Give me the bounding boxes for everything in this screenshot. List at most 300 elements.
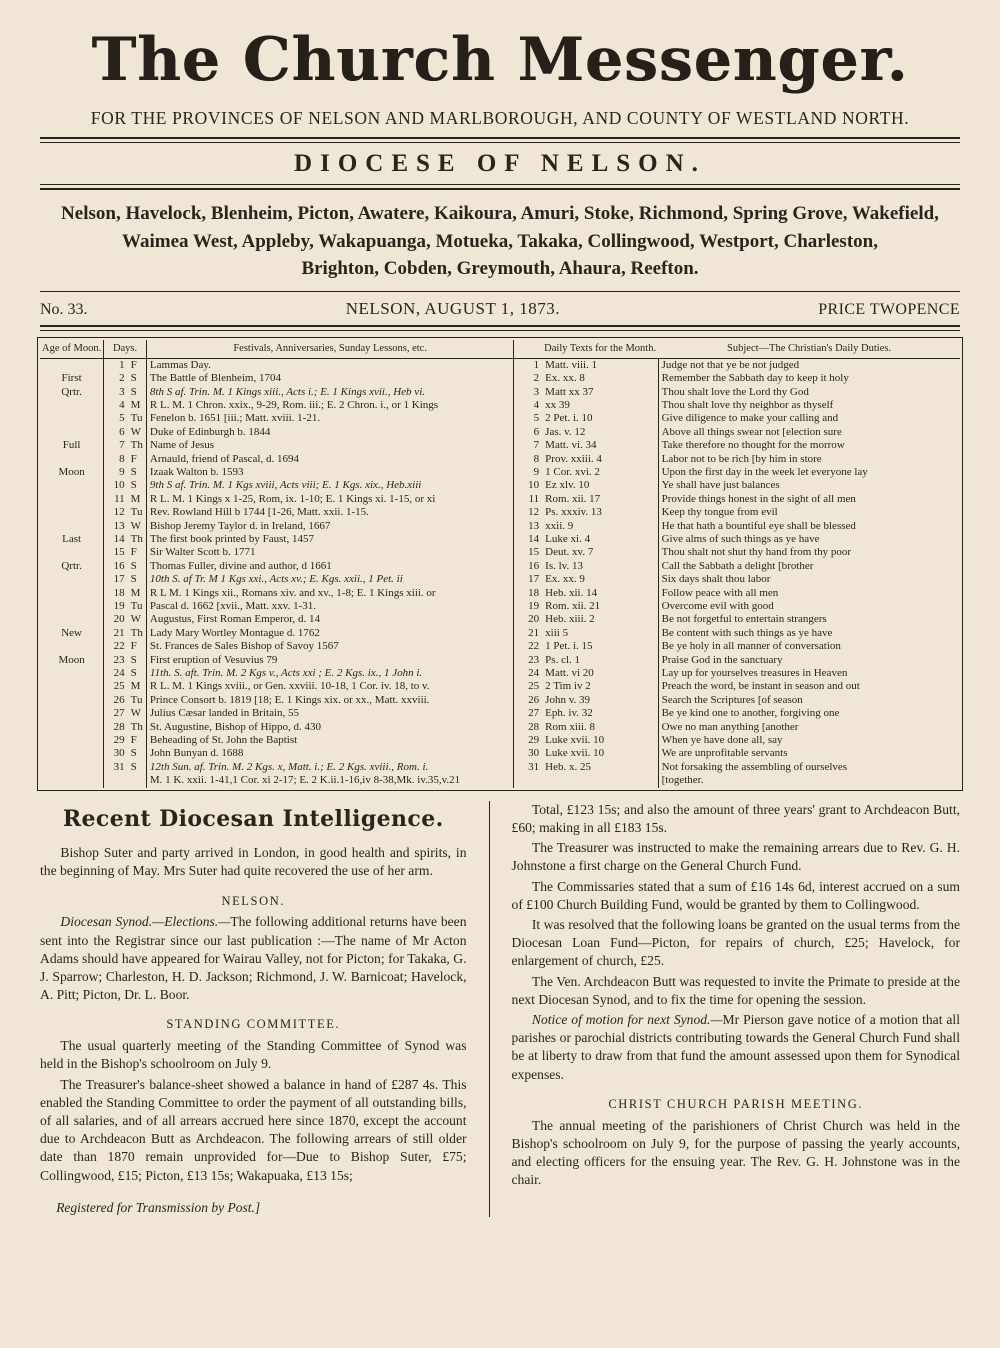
article-column-left: [40, 801, 490, 1217]
festival-cell: Pascal d. 1662 [xvii., Matt. xxv. 1-31.: [146, 600, 513, 613]
daily-text-cell: Rom xiii. 8: [542, 721, 658, 734]
festival-cell: Beheading of St. John the Baptist: [146, 734, 513, 747]
moon-phase-cell: [40, 479, 104, 492]
text-day-number-cell: 28: [528, 720, 540, 733]
moon-phase-cell: [40, 546, 104, 559]
table-row: [40, 573, 960, 586]
day-letter-cell: S: [128, 372, 147, 385]
day-number-cell: 13: [113, 519, 125, 532]
day-letter-cell: F: [128, 640, 147, 653]
text-day-number-cell: 16: [528, 559, 540, 572]
daily-duty-cell: Be ye holy in all manner of conversation: [661, 640, 841, 653]
festival-cell: Name of Jesus: [146, 439, 513, 452]
moon-phase-cell: [40, 707, 104, 720]
moon-phase-cell: [40, 493, 104, 506]
daily-duty-cell: Search the Scriptures [of season: [661, 693, 803, 706]
day-letter-cell: M: [128, 493, 147, 506]
daily-duty-cell: Give alms of such things as ye have: [661, 532, 820, 545]
festival-cell: Prince Consort b. 1819 [18; E. 1 Kings xix. or xx., Matt. xxviii.: [146, 694, 513, 707]
header-festivals: Festivals, Anniversaries, Sunday Lessons, etc.: [146, 340, 513, 359]
daily-text-cell: Ps. xxxiv. 13: [542, 506, 658, 519]
moon-phase-cell: Qrtr.: [40, 560, 104, 573]
day-letter-cell: W: [128, 613, 147, 626]
table-row: [40, 734, 960, 747]
daily-duty-cell: Praise God in the sanctuary: [661, 653, 783, 666]
festival-cell: R L. M. 1 Kings x 1-25, Rom, ix. 1-10; E. 1 Kings xi. 1-15, or xi: [146, 493, 513, 506]
header-daynum-right: [514, 340, 542, 359]
day-letter-cell: S: [128, 560, 147, 573]
table-row: [40, 613, 960, 626]
festival-cell: St. Augustine, Bishop of Hippo, d. 430: [146, 721, 513, 734]
day-number-cell: 19: [113, 600, 125, 613]
daily-duty-cell: Thou shalt love the Lord thy God: [661, 385, 809, 398]
issue-line: [40, 292, 960, 325]
daily-text-cell: Heb. xiii. 2: [542, 613, 658, 626]
daily-duty-cell: He that hath a bountiful eye shall be blessed: [661, 519, 856, 532]
text-day-number-cell: 10: [528, 479, 540, 492]
day-letter-cell: S: [128, 466, 147, 479]
moon-phase-cell: Moon: [40, 466, 104, 479]
daily-duty-cell: Keep thy tongue from evil: [661, 506, 778, 519]
festival-cell: M. 1 K. xxii. 1-41,1 Cor. xi 2-17; E. 2 K.ii.1-16,iv 8-38,Mk. iv.35,v.21: [146, 774, 513, 787]
festival-cell: Augustus, First Roman Emperor, d. 14: [146, 613, 513, 626]
text-day-number-cell: 11: [528, 492, 540, 505]
text-day-number-cell: 22: [528, 640, 540, 653]
table-row: [40, 506, 960, 519]
paragraph-synod-elections: [40, 913, 467, 1004]
table-row: [40, 707, 960, 720]
day-number-cell: 16: [113, 559, 125, 572]
text-day-number-cell: 26: [528, 693, 540, 706]
daily-duty-cell: Remember the Sabbath day to keep it holy: [661, 372, 849, 385]
daily-text-cell: Ez xlv. 10: [542, 479, 658, 492]
daily-duty-cell: Thou shalt not shut thy hand from thy poor: [661, 546, 852, 559]
text-day-number-cell: 12: [528, 506, 540, 519]
day-number-cell: 28: [113, 720, 125, 733]
day-letter-cell: Th: [128, 533, 147, 546]
daily-text-cell: Luke xvii. 10: [542, 747, 658, 760]
day-number-cell: 14: [113, 532, 125, 545]
towns-line-1: Nelson, Havelock, Blenheim, Picton, Awatere, Kaikoura, Amuri, Stoke, Richmond, Spring Grove, Wakefield,: [61, 203, 939, 224]
daily-text-cell: Ps. cl. 1: [542, 654, 658, 667]
moon-phase-cell: [40, 667, 104, 680]
moon-phase-cell: [40, 399, 104, 412]
daily-text-cell: Is. lv. 13: [542, 560, 658, 573]
table-row: [40, 546, 960, 559]
daily-text-cell: Ex. xx. 9: [542, 573, 658, 586]
table-row: [40, 520, 960, 533]
price-label: PRICE TWOPENCE: [818, 300, 960, 318]
text-day-number-cell: 25: [528, 680, 540, 693]
daily-text-cell: Prov. xxiii. 4: [542, 453, 658, 466]
text-day-number-cell: 29: [528, 734, 540, 747]
daily-duty-cell: Give diligence to make your calling and: [661, 412, 839, 425]
moon-phase-cell: [40, 721, 104, 734]
table-row: [40, 600, 960, 613]
festival-cell: Duke of Edinburgh b. 1844: [146, 426, 513, 439]
day-letter-cell: F: [128, 734, 147, 747]
text-day-number-cell: 2: [533, 372, 540, 385]
daily-text-cell: xx 39: [542, 399, 658, 412]
daily-text-cell: [542, 774, 658, 787]
calendar-table: [40, 340, 960, 788]
text-day-number-cell: 3: [533, 385, 540, 398]
day-number-cell: 2: [119, 372, 125, 385]
header-daily-texts: Daily Texts for the Month.: [542, 340, 658, 359]
moon-phase-cell: Moon: [40, 654, 104, 667]
paragraph-archdeacon-invite: The Ven. Archdeacon Butt was requested to invite the Primate to preside at the next Diocesan Synod, and to fix the time for opening the session.: [511, 973, 960, 1007]
text-day-number-cell: 31: [528, 760, 540, 773]
table-row: [40, 358, 960, 372]
text-day-number-cell: 14: [528, 532, 540, 545]
day-letter-cell: Tu: [128, 694, 147, 707]
daily-duty-cell: Owe no man anything [another: [661, 720, 799, 733]
day-letter-cell: [128, 774, 147, 787]
day-letter-cell: S: [128, 654, 147, 667]
festival-cell: 9th S af. Trin. M. 1 Kgs xviii, Acts viii; E. 1 Kgs. xix., Heb.xiii: [146, 479, 513, 492]
day-letter-cell: M: [128, 680, 147, 693]
day-number-cell: 11: [114, 492, 125, 505]
day-letter-cell: Th: [128, 627, 147, 640]
divider-rule-2: [40, 184, 960, 190]
calendar-body: [40, 358, 960, 788]
daily-text-cell: Heb. x. 25: [542, 761, 658, 774]
paragraph-treasurer-arrears: The Treasurer was instructed to make the remaining arrears due to Rev. G. H. Johnstone a first charge on the General Church Fund.: [511, 840, 960, 874]
daily-text-cell: Rom. xii. 21: [542, 600, 658, 613]
divider-rule-4: [40, 325, 960, 331]
festival-cell: Fenelon b. 1651 [iii.; Matt. xviii. 1-21.: [146, 412, 513, 425]
table-row: [40, 386, 960, 399]
day-number-cell: 9: [119, 465, 125, 478]
day-number-cell: 24: [113, 667, 125, 680]
festival-cell: Bishop Jeremy Taylor d. in Ireland, 1667: [146, 520, 513, 533]
day-letter-cell: Tu: [128, 600, 147, 613]
festival-cell: R L M. 1 Kings xii., Romans xiv. and xv., 1-8; E. 1 Kings xiii. or: [146, 587, 513, 600]
day-number-cell: 1: [119, 358, 125, 371]
masthead: [0, 0, 1000, 331]
table-row: [40, 426, 960, 439]
moon-phase-cell: [40, 761, 104, 774]
day-number-cell: 21: [113, 626, 125, 639]
day-number-cell: 22: [113, 640, 125, 653]
day-letter-cell: F: [128, 358, 147, 372]
moon-phase-cell: Last: [40, 533, 104, 546]
moon-phase-cell: New: [40, 627, 104, 640]
daily-text-cell: 1 Pet. i. 15: [542, 640, 658, 653]
text-day-number-cell: 1: [533, 358, 540, 371]
day-number-cell: 25: [113, 680, 125, 693]
moon-phase-cell: [40, 520, 104, 533]
day-number-cell: 12: [113, 506, 125, 519]
moon-phase-cell: [40, 680, 104, 693]
table-row: [40, 372, 960, 385]
moon-phase-cell: [40, 640, 104, 653]
day-letter-cell: F: [128, 546, 147, 559]
day-number-cell: 17: [113, 573, 125, 586]
table-row: [40, 654, 960, 667]
festival-cell: Arnauld, friend of Pascal, d. 1694: [146, 453, 513, 466]
daily-text-cell: Eph. iv. 32: [542, 707, 658, 720]
festival-cell: The first book printed by Faust, 1457: [146, 533, 513, 546]
day-letter-cell: F: [128, 453, 147, 466]
text-day-number-cell: 21: [528, 626, 540, 639]
moon-phase-cell: [40, 412, 104, 425]
table-row: [40, 680, 960, 693]
daily-text-cell: Jas. v. 12: [542, 426, 658, 439]
table-row: [40, 412, 960, 425]
day-letter-cell: S: [128, 747, 147, 760]
daily-duty-cell: Be not forgetful to entertain strangers: [661, 613, 827, 626]
text-day-number-cell: 4: [533, 398, 540, 411]
paragraph-notice-of-motion-body: Mr Pierson gave notice of a motion that all parishes or parochial districts contributing towards the General Church Fund shall be at liberty to draw from that fund the amount assessed upon them for Synodical expenses.: [511, 1011, 960, 1082]
moon-phase-cell: Full: [40, 439, 104, 452]
festival-cell: 8th S af. Trin. M. 1 Kings xiii., Acts i.; E. 1 Kings xvii., Heb vi.: [146, 386, 513, 399]
daily-text-cell: xiii 5: [542, 627, 658, 640]
text-day-number-cell: 6: [533, 425, 540, 438]
paragraph-total-grant: Total, £123 15s; and also the amount of three years' grant to Archdeacon Butt, £60; making in all £183 15s.: [511, 801, 960, 835]
lead-in-notice-of-motion: Notice of motion for next Synod.—: [531, 1011, 723, 1027]
day-number-cell: 6: [119, 425, 125, 438]
day-letter-cell: Tu: [128, 412, 147, 425]
table-row: [40, 721, 960, 734]
lead-in-synod-elections: Diocesan Synod.—Elections.—: [60, 914, 231, 930]
day-number-cell: 31: [113, 760, 125, 773]
moon-phase-cell: [40, 747, 104, 760]
day-number-cell: 27: [113, 707, 125, 720]
daily-text-cell: 2 Pet. i. 10: [542, 412, 658, 425]
text-day-number-cell: 13: [528, 519, 540, 532]
daily-duty-cell: Upon the first day in the week let everyone lay: [661, 465, 868, 478]
header-duties: Subject—The Christian's Daily Duties.: [658, 340, 960, 359]
table-row: [40, 560, 960, 573]
text-day-number-cell: 19: [528, 600, 540, 613]
place-date: NELSON, AUGUST 1, 1873.: [345, 298, 561, 318]
festival-cell: Lammas Day.: [146, 358, 513, 372]
day-number-cell: 15: [113, 546, 125, 559]
text-day-number-cell: 18: [528, 586, 540, 599]
table-row: [40, 439, 960, 452]
daily-duty-cell: We are unprofitable servants: [661, 747, 788, 760]
day-number-cell: 5: [119, 412, 125, 425]
daily-duty-cell: When ye have done all, say: [661, 734, 783, 747]
moon-phase-cell: [40, 506, 104, 519]
festival-cell: 11th. S. aft. Trin. M. 2 Kgs v., Acts xxi ; E. 2 Kgs. ix., 1 John i.: [146, 667, 513, 680]
daily-duty-cell: Be ye kind one to another, forgiving one: [661, 707, 840, 720]
daily-duty-cell: Take therefore no thought for the morrow: [661, 439, 845, 452]
day-number-cell: 29: [113, 734, 125, 747]
daily-duty-cell: Follow peace with all men: [661, 586, 779, 599]
towns-line-2: Waimea West, Appleby, Wakapuanga, Motueka, Takaka, Collingwood, Westport, Charleston,: [122, 230, 878, 252]
table-row: [40, 587, 960, 600]
paragraph-synod-elections-body: The following additional returns have been sent into the Registrar since our last publication :—The name of Mr Acton Adams should have appeared for Wairau Valley, not for Picton; for Takaka, G. J. Sparrow; Charleston, H. D. Jackson; Richmond, J. W. Barnicoat; Havelock, A. Pitt; Picton, Dr. L. Boor.: [40, 914, 467, 1003]
festival-cell: Izaak Walton b. 1593: [146, 466, 513, 479]
day-number-cell: 4: [119, 398, 125, 411]
festival-cell: St. Frances de Sales Bishop of Savoy 1567: [146, 640, 513, 653]
table-row: [40, 761, 960, 774]
daily-text-cell: Matt. vi. 34: [542, 439, 658, 452]
daily-duty-cell: Six days shalt thou labor: [661, 573, 771, 586]
text-day-number-cell: 17: [528, 573, 540, 586]
festival-cell: First eruption of Vesuvius 79: [146, 654, 513, 667]
daily-text-cell: 2 Tim iv 2: [542, 680, 658, 693]
moon-phase-cell: [40, 600, 104, 613]
festival-cell: The Battle of Blenheim, 1704: [146, 372, 513, 385]
header-days: Days.: [104, 340, 147, 359]
daily-text-cell: Matt. vi 20: [542, 667, 658, 680]
day-letter-cell: Tu: [128, 506, 147, 519]
daily-duty-cell: Be content with such things as ye have: [661, 626, 833, 639]
festival-cell: Lady Mary Wortley Montague d. 1762: [146, 627, 513, 640]
festival-cell: Julius Cæsar landed in Britain, 55: [146, 707, 513, 720]
daily-duty-cell: Call the Sabbath a delight [brother: [661, 559, 814, 572]
table-row: [40, 453, 960, 466]
daily-duty-cell: Above all things swear not [election sure: [661, 425, 842, 438]
day-number-cell: 20: [113, 613, 125, 626]
daily-text-cell: Ex. xx. 8: [542, 372, 658, 385]
table-row: [40, 640, 960, 653]
table-row: [40, 627, 960, 640]
moon-phase-cell: [40, 694, 104, 707]
festival-cell: 12th Sun. af. Trin. M. 2 Kgs. x, Matt. i.; E. 2 Kgs. xviii., Rom. i.: [146, 761, 513, 774]
festival-cell: R L. M. 1 Chron. xxix., 9-29, Rom. iii.; E. 2 Chron. i., or 1 Kings: [146, 399, 513, 412]
subheading-standing-committee: STANDING COMMITTEE.: [166, 1017, 341, 1032]
table-row: [40, 694, 960, 707]
paragraph-notice-of-motion: [512, 1011, 960, 1084]
text-day-number-cell: 15: [528, 546, 540, 559]
day-letter-cell: Th: [128, 721, 147, 734]
daily-text-cell: Rom. xii. 17: [542, 493, 658, 506]
daily-text-cell: Deut. xv. 7: [542, 546, 658, 559]
table-row: [40, 747, 960, 760]
day-number-cell: 26: [113, 693, 125, 706]
issue-number: No. 33.: [40, 300, 88, 318]
moon-phase-cell: Qrtr.: [40, 386, 104, 399]
daily-text-cell: Luke xi. 4: [542, 533, 658, 546]
moon-phase-cell: [40, 587, 104, 600]
daily-text-cell: 1 Cor. xvi. 2: [542, 466, 658, 479]
day-letter-cell: S: [128, 667, 147, 680]
day-number-cell: 8: [119, 452, 125, 465]
paragraph-quarterly-meeting: The usual quarterly meeting of the Standing Committee of Synod was held in the Bishop's schoolroom on July 9.: [40, 1038, 467, 1072]
table-row: [40, 399, 960, 412]
paragraph-annual-meeting: The annual meeting of the parishioners of Christ Church was held in the Bishop's schoolroom on July 9, for the purpose of passing the yearly accounts, and electing officers for the ensuing year. The Rev. G. H. Johnstone was in the chair.: [511, 1117, 960, 1188]
table-row: [40, 667, 960, 680]
daily-duty-cell: Ye shall have just balances: [661, 479, 780, 492]
daily-text-cell: Heb. xii. 14: [542, 587, 658, 600]
paragraph-loans: It was resolved that the following loans be granted on the usual terms from the Diocesan Loan Fund—Picton, for repairs of church, £25; Havelock, for enlargement of church, £25.: [511, 916, 960, 969]
text-day-number-cell: 7: [533, 439, 540, 452]
provinces-line: FOR THE PROVINCES OF NELSON AND MARLBOROUGH, AND COUNTY OF WESTLAND NORTH.: [90, 108, 910, 128]
daily-duty-cell: [together.: [661, 774, 704, 787]
table-row: [40, 466, 960, 479]
calendar-table-wrap: [37, 337, 963, 791]
divider-rule-1: [40, 137, 960, 143]
day-number-cell: 18: [113, 586, 125, 599]
day-number-cell: 10: [113, 479, 125, 492]
text-day-number-cell: 30: [528, 747, 540, 760]
day-letter-cell: W: [128, 520, 147, 533]
festival-cell: John Bunyan d. 1688: [146, 747, 513, 760]
daily-text-cell: Matt xx 37: [542, 386, 658, 399]
text-day-number-cell: 23: [528, 653, 540, 666]
festival-cell: Sir Walter Scott b. 1771: [146, 546, 513, 559]
paragraph-treasurer-balance: The Treasurer's balance-sheet showed a balance in hand of £287 4s. This enabled the Standing Committee to order the payment of all outstanding bills, of all salaries, and of all arrears accrued here since 1870, except the account due to Archdeacon Butt as Archdeacon. The following arrears of still older date than 1870 remain unprovided for—Due to Bishop Suter, £75; Collingwood, £15; Picton, £13 15s; Wakapuaka, £13 15s;: [40, 1076, 467, 1183]
moon-phase-cell: [40, 358, 104, 372]
articles-area: [40, 801, 960, 1217]
daily-text-cell: John v. 39: [542, 694, 658, 707]
moon-phase-cell: [40, 426, 104, 439]
festival-cell: 10th S. af Tr. M 1 Kgs xxi., Acts xv.; E. Kgs. xxii., 1 Pet. ii: [146, 573, 513, 586]
daily-duty-cell: Preach the word, be instant in season and out: [661, 680, 860, 693]
registered-transmission-note: Registered for Transmission by Post.]: [56, 1199, 261, 1215]
paragraph-commissaries: The Commissaries stated that a sum of £16 14s 6d, interest accrued on a sum of £100 Church Building Fund, would be granted by them to Collingwood.: [511, 878, 960, 912]
day-number-cell: 23: [113, 653, 125, 666]
daily-duty-cell: Not forsaking the assembling of ourselves: [661, 760, 848, 773]
table-row: [40, 774, 960, 787]
day-letter-cell: W: [128, 707, 147, 720]
moon-phase-cell: First: [40, 372, 104, 385]
day-number-cell: 7: [119, 439, 125, 452]
festival-cell: R L. M. 1 Kings xviii., or Gen. xxviii. 10-18, 1 Cor. iv. 18, to v.: [146, 680, 513, 693]
day-letter-cell: S: [128, 573, 147, 586]
day-letter-cell: M: [128, 399, 147, 412]
moon-phase-cell: [40, 613, 104, 626]
towns-line-3: Brighton, Cobden, Greymouth, Ahaura, Reefton.: [301, 258, 699, 280]
day-number-cell: 3: [119, 385, 125, 398]
daily-duty-cell: Lay up for yourselves treasures in Heaven: [661, 667, 848, 680]
towns-list: [30, 200, 970, 283]
text-day-number-cell: 27: [528, 707, 540, 720]
calendar-header: [40, 340, 960, 359]
table-row: [40, 479, 960, 492]
daily-duty-cell: Thou shalt love thy neighbor as thyself: [661, 398, 834, 411]
daily-duty-cell: Provide things honest in the sight of all men: [661, 492, 856, 505]
text-day-number-cell: 5: [533, 412, 540, 425]
moon-phase-cell: [40, 734, 104, 747]
day-letter-cell: S: [128, 386, 147, 399]
festival-cell: Rev. Rowland Hill b 1744 [1-26, Matt. xxii. 1-15.: [146, 506, 513, 519]
diocese-line: DIOCESE OF NELSON.: [294, 150, 706, 177]
day-number-cell: [104, 774, 128, 787]
article-column-right: [512, 801, 960, 1217]
page-title: The Church Messenger.: [91, 25, 909, 95]
text-day-number-cell: [514, 774, 542, 787]
text-day-number-cell: 9: [533, 465, 540, 478]
moon-phase-cell: [40, 453, 104, 466]
day-letter-cell: S: [128, 479, 147, 492]
text-day-number-cell: 20: [528, 613, 540, 626]
daily-text-cell: Luke xvii. 10: [542, 734, 658, 747]
day-letter-cell: Th: [128, 439, 147, 452]
moon-phase-cell: [40, 774, 104, 787]
table-row: [40, 533, 960, 546]
section-heading-diocesan: Recent Diocesan Intelligence.: [62, 805, 444, 832]
paragraph-bishop-suter: Bishop Suter and party arrived in London, in good health and spirits, in the beginning of May. Mrs Suter had quite recovered the use of her arm.: [40, 845, 467, 879]
day-letter-cell: M: [128, 587, 147, 600]
table-row: [40, 493, 960, 506]
subheading-nelson: NELSON.: [221, 893, 286, 908]
text-day-number-cell: 8: [533, 452, 540, 465]
daily-text-cell: Matt. viii. 1: [542, 358, 658, 372]
daily-duty-cell: Labor not to be rich [by him in store: [661, 452, 822, 465]
header-age-of-moon: Age of Moon.: [40, 340, 104, 359]
festival-cell: Thomas Fuller, divine and author, d 1661: [146, 560, 513, 573]
day-number-cell: 30: [113, 747, 125, 760]
day-letter-cell: W: [128, 426, 147, 439]
subheading-christ-church: CHRIST CHURCH PARISH MEETING.: [608, 1096, 864, 1111]
daily-duty-cell: Overcome evil with good: [661, 600, 774, 613]
moon-phase-cell: [40, 573, 104, 586]
